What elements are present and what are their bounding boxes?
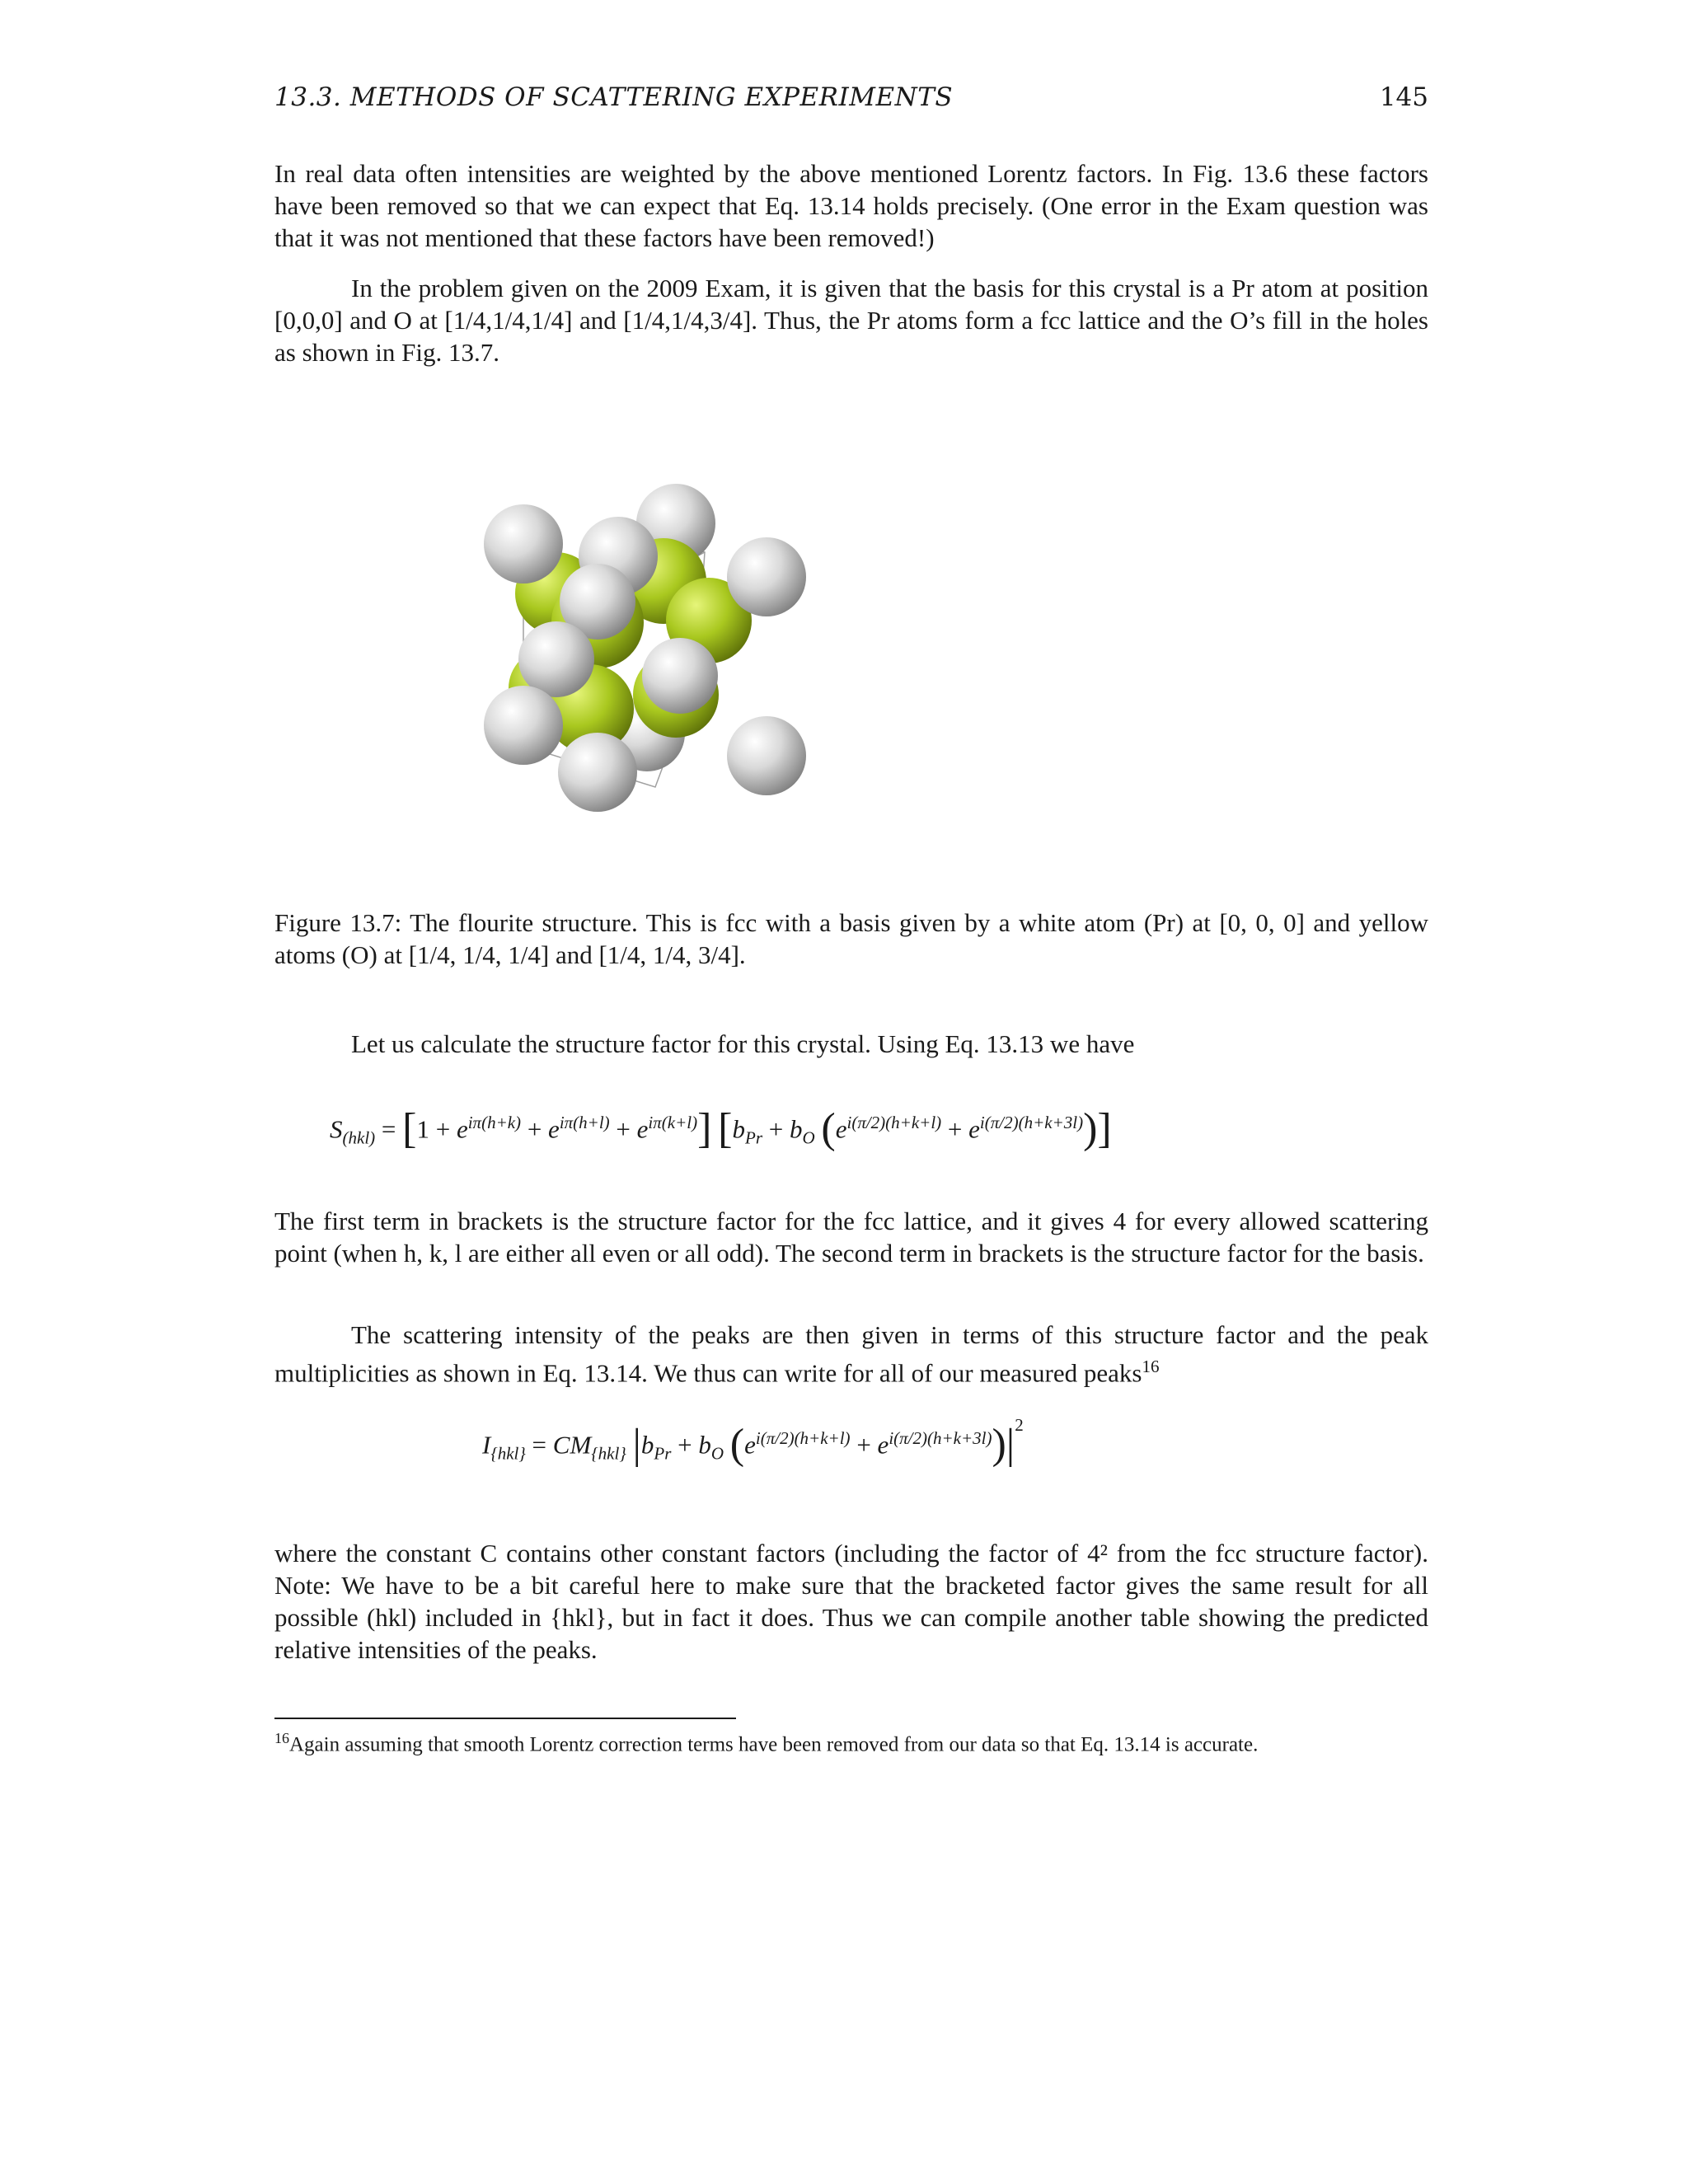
structure-factor-equation: $S_{(hkl)} = [1 + e^{i\pi(h+k)} + e^{i\pi(h+l)} + e^{i\pi(k+l)}] [b_{Pr} + b_O$ $(e^{i(\pi/2)(h+k+l)} + e^{i(\pi/2)(h+k+3l)})$] <box>330 1105 1112 1153</box>
footnote <box>274 1725 1428 1758</box>
eq-sub: O <box>710 1443 724 1464</box>
footnote-text: Again assuming that smooth Lorentz correction terms have been removed from our data so that Eq. 13.14 is accurate. <box>289 1733 1259 1756</box>
eq-exponent: i(π/2)(h+k+l) <box>755 1428 851 1448</box>
pr-atom <box>484 504 563 583</box>
eq-b-o: b <box>698 1430 711 1460</box>
eq-cm: CM <box>552 1430 592 1460</box>
paragraph-lorentz: In real data often intensities are weighted by the above mentioned Lorentz factors. In Fig. 13.6 these factors have been removed so that we can expect that Eq. 13.14 holds precisely. (One error in the Exam question was that it was not mentioned that these factors have been removed!) <box>274 159 1428 252</box>
eq-sub: Pr <box>654 1443 672 1464</box>
pr-atom <box>484 686 563 765</box>
pr-atom <box>642 638 718 714</box>
section-title: 13.3. METHODS OF SCATTERING EXPERIMENTS <box>274 82 954 112</box>
paragraph-constant-c: where the constant C contains other constant factors (including the factor of 4² from the fcc structure factor). Note: We have to be a bit careful here to make sure that the bracketed factor gives the same result for all possible (hkl) included in {hkl}, but in fact it does. Thus we can compile another table showing the predicted relative intensities of the peaks. <box>274 1539 1428 1664</box>
fluorite-structure-figure <box>474 474 828 837</box>
eq-sub: O <box>802 1127 815 1148</box>
eq-term: e <box>548 1114 560 1144</box>
eq-lhs-sub: {hkl} <box>490 1443 526 1464</box>
eq-term: e <box>456 1114 468 1144</box>
paragraph-first-term: The first term in brackets is the structure factor for the fcc lattice, and it gives 4 for every allowed scattering point (when h, k, l are either all even or all odd). The second term in brackets is the structure factor for the basis. <box>274 1207 1428 1268</box>
pr-atom <box>727 716 806 795</box>
eq-term: + <box>616 1114 631 1144</box>
eq-lhs-sub: (hkl) <box>342 1127 376 1148</box>
eq-term: 1 + <box>416 1114 451 1144</box>
footnote-rule <box>274 1718 736 1719</box>
crystal-illustration <box>474 474 828 837</box>
intensity-equation: $I_{\{hkl\}} = CM_{\{hkl\}}$ $|b_{Pr} + b_O$ $(e^{i(\pi/2)(h+k+l)} + e^{i(\pi/2)(h+k+3l)})|^2$ <box>482 1415 1024 1469</box>
eq-term: + <box>527 1114 542 1144</box>
eq-b-o: b <box>789 1114 803 1144</box>
paragraph-text: The scattering intensity of the peaks are then given in terms of this structure factor and the peak multiplicities as shown in Eq. 13.14. We thus can write for all of our measured peaks <box>274 1320 1428 1388</box>
eq-exponent: i(π/2)(h+k+3l) <box>889 1428 992 1448</box>
paragraph-structure-factor-intro: Let us calculate the structure factor for this crystal. Using Eq. 13.13 we have <box>351 1029 1135 1058</box>
pr-atom <box>727 537 806 616</box>
pr-atom <box>558 733 637 812</box>
eq-term: e <box>636 1114 649 1144</box>
eq-exponent: iπ(h+k) <box>467 1113 522 1132</box>
eq-sub: Pr <box>745 1127 762 1148</box>
figure-caption: Figure 13.7: The flourite structure. This is fcc with a basis given by a white atom (Pr) at [0, 0, 0] and yellow atoms (O) at [1/4, 1/4, 1/4] and [1/4, 1/4, 3/4]. <box>274 908 1428 969</box>
eq-lhs: S <box>330 1114 343 1144</box>
eq-b-pr: b <box>640 1430 654 1460</box>
eq-power: 2 <box>1015 1415 1024 1435</box>
footnote-mark: 16 <box>274 1730 289 1746</box>
paragraph-scattering-intensity <box>274 1319 1428 1389</box>
running-header <box>274 82 1428 120</box>
eq-lhs: I <box>482 1430 491 1460</box>
eq-sub: {hkl} <box>591 1443 626 1464</box>
pr-atom <box>518 621 594 697</box>
eq-b-pr: b <box>732 1114 745 1144</box>
footnote-reference: 16 <box>1142 1357 1160 1376</box>
eq-exponent: iπ(k+l) <box>648 1113 698 1132</box>
eq-exponent: i(π/2)(h+k+3l) <box>979 1113 1084 1132</box>
page-number: 145 <box>1379 82 1428 112</box>
eq-exponent: iπ(h+l) <box>559 1113 610 1132</box>
paragraph-exam-problem: In the problem given on the 2009 Exam, it is given that the basis for this crystal is a Pr atom at position [0,0,0] and O at [1/4,1/4,1/4] and [1/4,1/4,3/4]. Thus, the Pr atoms form a fcc lattice and the O’s fill in the holes as shown in Fig. 13.7. <box>274 274 1428 367</box>
eq-exponent: i(π/2)(h+k+l) <box>846 1113 942 1132</box>
